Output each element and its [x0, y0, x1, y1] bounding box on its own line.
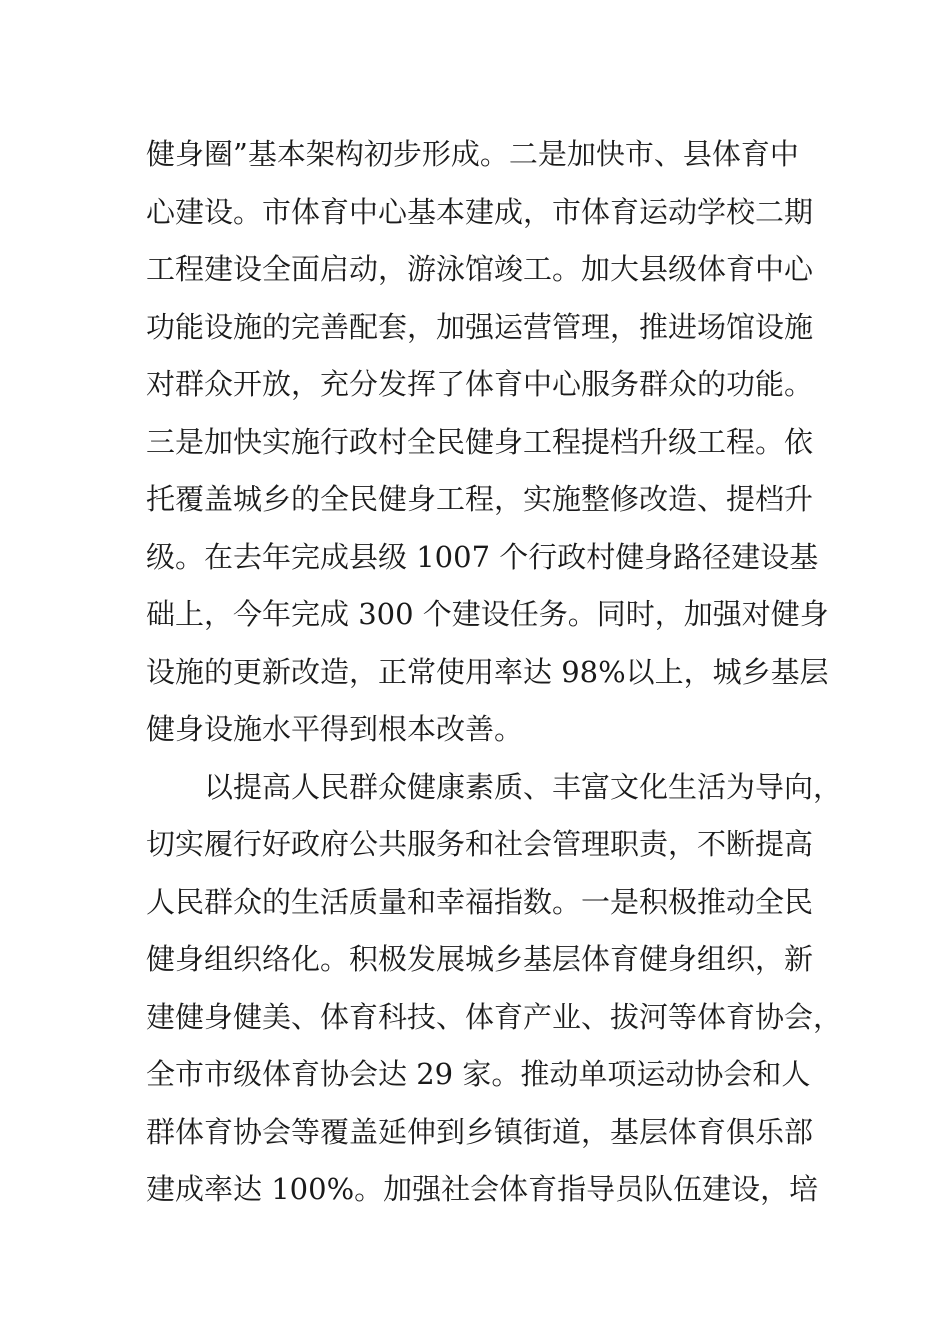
text-line: 设施的更新改造，正常使用率达 98%以上，城乡基层: [146, 654, 829, 689]
document-body: [146, 126, 843, 1276]
text-line: 础上，今年完成 300 个建设任务。同时，加强对健身: [146, 597, 829, 631]
text-line: 全市市级体育协会达 29 家。推动单项运动协会和人: [146, 1057, 811, 1091]
text-line: 对群众开放，充分发挥了体育中心服务群众的功能。: [146, 367, 814, 401]
text-line: 建成率达 100%。加强社会体育指导员队伍建设，培: [146, 1172, 819, 1206]
text-line: 切实履行好政府公共服务和社会管理职责，不断提高: [146, 827, 814, 861]
text-line: 心建设。市体育中心基本建成，市体育运动学校二期: [146, 194, 814, 229]
text-line: 三是加快实施行政村全民健身工程提档升级工程。依: [146, 424, 814, 459]
paragraph-2: [146, 759, 843, 1277]
text-line: 健身圈”基本架构初步形成。二是加快市、县体育中: [146, 137, 799, 171]
text-line: 健身设施水平得到根本改善。: [146, 712, 524, 746]
text-line: 建健身健美、体育科技、体育产业、拔河等体育协会，: [146, 999, 843, 1034]
text-line: 工程建设全面启动，游泳馆竣工。加大县级体育中心: [146, 252, 814, 286]
text-line: 人民群众的生活质量和幸福指数。一是积极推动全民: [146, 884, 814, 919]
text-line-indented: 以提高人民群众健康素质、丰富文化生活为导向，: [204, 769, 843, 804]
text-line: 功能设施的完善配套，加强运营管理，推进场馆设施: [146, 309, 814, 344]
paragraph-1: [146, 126, 829, 759]
text-line: 健身组织络化。积极发展城乡基层体育健身组织，新: [146, 942, 814, 976]
text-line: 级。在去年完成县级 1007 个行政村健身路径建设基: [146, 539, 819, 574]
text-line: 群体育协会等覆盖延伸到乡镇街道，基层体育俱乐部: [146, 1114, 814, 1149]
text-line: [146, 1219, 810, 1277]
text-line: 托覆盖城乡的全民健身工程，实施整修改造、提档升: [146, 482, 814, 516]
